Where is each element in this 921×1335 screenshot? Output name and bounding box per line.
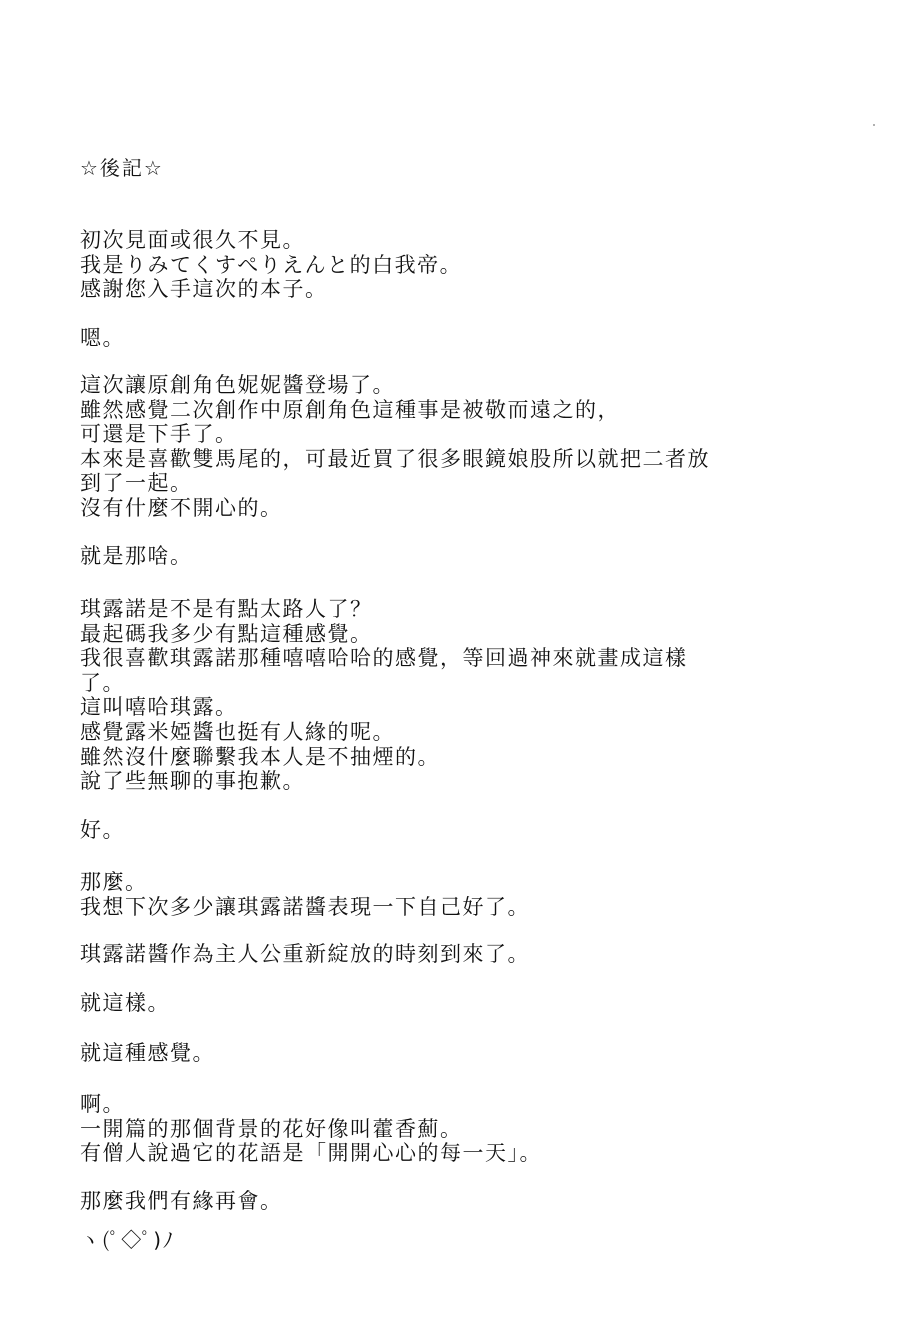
text-line: 那麼我們有緣再會。 bbox=[80, 1189, 283, 1213]
text-line: 感謝您入手這次的本子。 bbox=[80, 277, 328, 302]
paragraph-hmm bbox=[80, 326, 780, 351]
paragraph-feeling bbox=[80, 1041, 780, 1066]
paragraph-next-time bbox=[80, 870, 780, 919]
text-line: 雖然沒什麼聯繫我本人是不抽煙的。 bbox=[80, 744, 440, 769]
afterword-heading: ☆後記☆ bbox=[80, 156, 164, 180]
text-line: 初次見面或很久不見。 bbox=[80, 228, 305, 252]
text-line: 一開篇的那個背景的花好像叫藿香薊。 bbox=[80, 1116, 463, 1141]
paragraph-greeting bbox=[80, 228, 780, 302]
text-line: 我是りみてくすぺりえんと的白我帝。 bbox=[80, 252, 463, 277]
text-line: 就這種感覺。 bbox=[80, 1041, 215, 1065]
paragraph-farewell bbox=[80, 1189, 780, 1214]
text-line: 最起碼我多少有點這種感覺。 bbox=[80, 621, 373, 646]
text-line: 琪露諾醬作為主人公重新綻放的時刻到來了。 bbox=[80, 942, 530, 966]
text-line: 可還是下手了。 bbox=[80, 422, 238, 447]
paragraph-protagonist bbox=[80, 942, 780, 967]
text-line: 啊。 bbox=[80, 1092, 125, 1116]
text-line: 我想下次多少讓琪露諾醬表現一下自己好了。 bbox=[80, 894, 530, 919]
text-line: 我很喜歡琪露諾那種嘻嘻哈哈的感覺，等回過神來就畫成這樣 bbox=[80, 646, 688, 671]
text-line: 雖然感覺二次創作中原創角色這種事是被敬而遠之的， bbox=[80, 397, 620, 422]
paragraph-ok bbox=[80, 818, 780, 843]
emoticon: ヽ(ﾟ◇ﾟ)ﾉ bbox=[80, 1228, 176, 1252]
paragraph-flower bbox=[80, 1092, 780, 1166]
text-line: 好。 bbox=[80, 818, 125, 842]
text-line: 那麼。 bbox=[80, 870, 148, 894]
text-line: 到了一起。 bbox=[80, 471, 193, 496]
paragraph-nini bbox=[80, 373, 780, 521]
text-line: 就這樣。 bbox=[80, 991, 170, 1015]
text-line: 感覺露米婭醬也挺有人緣的呢。 bbox=[80, 719, 395, 744]
paragraph-like-this bbox=[80, 991, 780, 1016]
text-line: 說了些無聊的事抱歉。 bbox=[80, 769, 305, 794]
paragraph-anyway bbox=[80, 544, 780, 569]
text-line: 有僧人說過它的花語是「開開心心的每一天」。 bbox=[80, 1141, 542, 1166]
text-line: 嗯。 bbox=[80, 326, 125, 350]
text-line: 本來是喜歡雙馬尾的，可最近買了很多眼鏡娘股所以就把二者放 bbox=[80, 446, 710, 471]
text-line: 就是那啥。 bbox=[80, 544, 193, 568]
scan-speck bbox=[873, 124, 875, 126]
text-line: 了。 bbox=[80, 670, 125, 695]
text-line: 琪露諾是不是有點太路人了？ bbox=[80, 597, 373, 621]
text-line: 這次讓原創角色妮妮醬登場了。 bbox=[80, 373, 395, 397]
text-line: 沒有什麼不開心的。 bbox=[80, 495, 283, 520]
paragraph-cirno bbox=[80, 597, 780, 794]
text-line: 這叫嘻哈琪露。 bbox=[80, 695, 238, 720]
